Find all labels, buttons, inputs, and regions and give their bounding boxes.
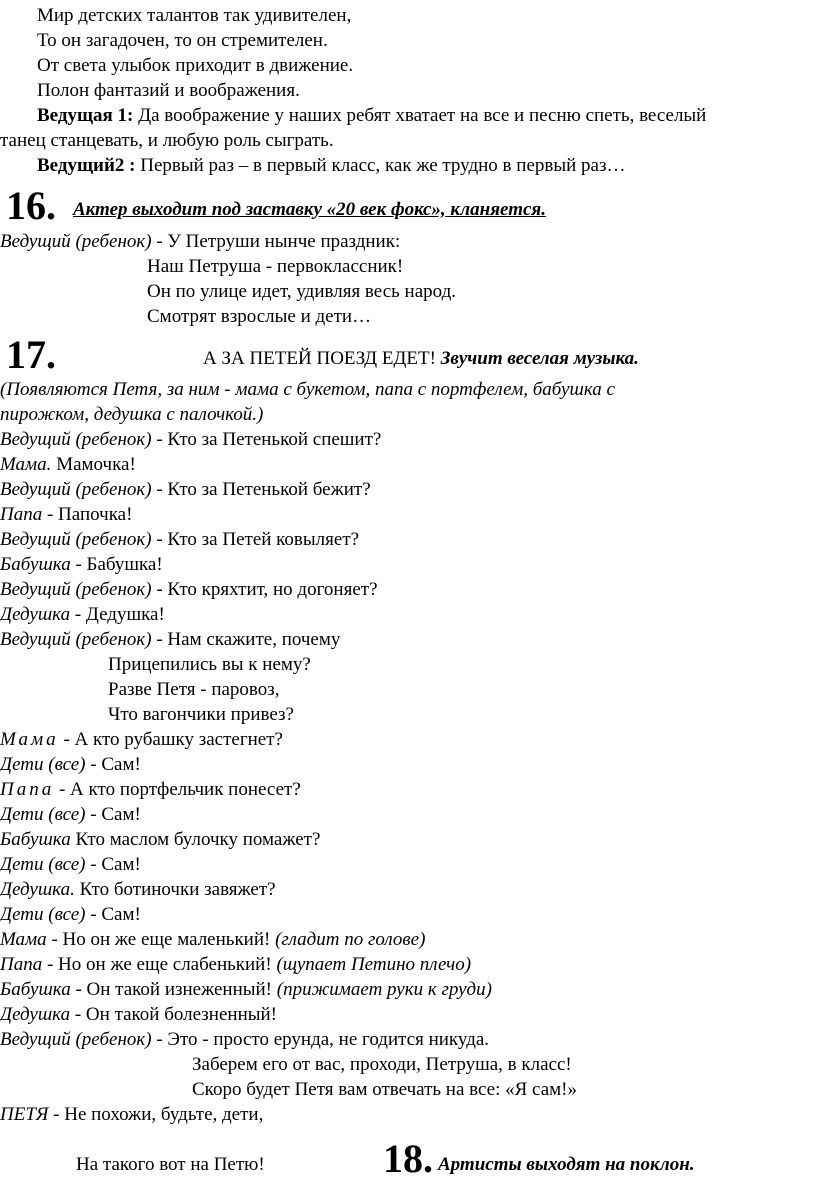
dialogue-line — [0, 828, 320, 852]
speaker: Бабушка — [0, 554, 71, 575]
dialogue-line — [0, 528, 359, 552]
dialogue-line — [0, 628, 340, 652]
dialogue-line — [0, 978, 492, 1002]
s16-speaker: Ведущий (ребенок) — [0, 231, 152, 252]
line-text: - Но он же еще слабенький! — [42, 954, 277, 975]
line-text: - Но он же еще маленький! — [46, 929, 276, 950]
host1-line — [37, 104, 706, 128]
speaker: ПЕТЯ — [0, 1104, 49, 1125]
speaker: Ведущий (ребенок) — [0, 579, 152, 600]
speaker: Дети (все) — [0, 904, 86, 925]
speaker: Дети (все) — [0, 854, 86, 875]
dialogue-line — [0, 503, 132, 527]
line-text: Кто ботиночки завяжет? — [74, 879, 276, 900]
poem-line: То он загадочен, то он стремителен. — [37, 30, 328, 51]
dialogue-line — [0, 553, 163, 577]
section-18-number: 18. — [383, 1136, 433, 1181]
speaker: Бабушка — [0, 979, 71, 1000]
line-text: - Сам! — [85, 904, 141, 925]
host1-text: Да воображение у наших ребят хватает на все и песню спеть, веселый — [138, 105, 707, 126]
stage-note: (прижимает руки к груди) — [276, 979, 492, 1000]
dialogue-line — [0, 428, 381, 452]
speaker: Папа — [0, 954, 43, 975]
dialogue-line — [0, 878, 276, 902]
section-18-direction: Артисты выходят на поклон. — [438, 1154, 695, 1175]
section-16-direction: Актер выходит под заставку «20 век фокс», кланяется. — [73, 199, 546, 220]
line-text: - Нам скажите, почему — [151, 629, 341, 650]
dialogue-line — [0, 578, 378, 602]
dialogue-line — [0, 603, 165, 627]
poem-line: От света улыбок приходит в движение. — [37, 55, 354, 76]
speaker: Бабушка — [0, 829, 71, 850]
speaker: Мама — [0, 929, 47, 950]
poem-line: Мир детских талантов так удивителен, — [37, 5, 352, 26]
speaker: Папа — [0, 504, 43, 525]
speaker: Ведущий (ребенок) — [0, 1029, 152, 1050]
line-text: Кто маслом булочку помажет? — [70, 829, 321, 850]
s16-text: - У Петруши нынче праздник: — [156, 231, 401, 252]
line-text: - Сам! — [85, 854, 141, 875]
line-text: - Сам! — [85, 754, 141, 775]
line-text: - Бабушка! — [70, 554, 163, 575]
line-text: - Кто за Петенькой бежит? — [151, 479, 371, 500]
dialogue-line — [0, 928, 425, 952]
line-text: - Папочка! — [42, 504, 133, 525]
s16-verse: Он по улице идет, удивляя весь народ. — [147, 281, 457, 302]
line-text: - Кто за Петенькой спешит? — [151, 429, 382, 450]
line-text: - Кто за Петей ковыляет? — [151, 529, 360, 550]
dialogue-line — [0, 803, 141, 827]
line-text: - А кто рубашку застегнет? — [58, 729, 283, 750]
section-17-heading — [203, 347, 639, 371]
speaker: Дедушка — [0, 1004, 71, 1025]
speaker: Дедушка. — [0, 879, 75, 900]
line-text: - Это - просто ерунда, не годится никуда. — [151, 1029, 490, 1050]
dialogue-line — [0, 953, 471, 977]
dialogue-line — [0, 753, 141, 777]
s16-verse: Наш Петруша - первоклассник! — [147, 256, 404, 277]
line-text: - Кто кряхтит, но догоняет? — [151, 579, 378, 600]
petya-line-cont: На такого вот на Петю! — [76, 1154, 265, 1175]
host2-text: Первый раз – в первый класс, как же трудно в первый раз… — [140, 155, 626, 176]
section-17-number: 17. — [6, 332, 56, 377]
s17-verse: Разве Петя - паровоз, — [108, 679, 280, 700]
dialogue-line — [0, 453, 136, 477]
speaker: Папа — [0, 779, 55, 800]
dialogue-line — [0, 903, 141, 927]
line-text: - Он такой изнеженный! — [70, 979, 277, 1000]
speaker: Ведущий (ребенок) — [0, 429, 152, 450]
s16-verse: Смотрят взрослые и дети… — [147, 306, 372, 327]
speaker: Ведущий (ребенок) — [0, 529, 152, 550]
s16-host-line — [0, 230, 400, 254]
line-text: - Не похожи, будьте, дети, — [48, 1104, 264, 1125]
dialogue-line — [0, 728, 283, 752]
s17-verse: Скоро будет Петя вам отвечать на все: «Я сам!» — [192, 1079, 578, 1100]
poem-line: Полон фантазий и воображения. — [37, 80, 300, 101]
dialogue-line — [0, 1028, 489, 1052]
speaker: Ведущий (ребенок) — [0, 479, 152, 500]
s17-verse: Что вагончики привез? — [108, 704, 294, 725]
speaker: Мама. — [0, 454, 52, 475]
line-text: - Сам! — [85, 804, 141, 825]
host1-speaker: Ведущая 1: — [37, 105, 134, 126]
section-16-number: 16. — [6, 183, 56, 228]
line-text: Мамочка! — [51, 454, 136, 475]
line-text: - А кто портфельчик понесет? — [54, 779, 301, 800]
stage-note: (гладит по голове) — [275, 929, 426, 950]
speaker: Мама — [0, 729, 59, 750]
stage-note: (щупает Петино плечо) — [276, 954, 472, 975]
speaker: Дети (все) — [0, 754, 86, 775]
section-17-title: А ЗА ПЕТЕЙ ПОЕЗД ЕДЕТ! — [203, 348, 436, 369]
dialogue-line — [0, 853, 141, 877]
host2-speaker: Ведущий2 : — [37, 155, 136, 176]
line-text: - Он такой болезненный! — [70, 1004, 277, 1025]
speaker: Дедушка — [0, 604, 71, 625]
s17-verse: Прицепились вы к нему? — [108, 654, 311, 675]
dialogue-line — [0, 1003, 277, 1027]
s17-stage-direction: пирожком, дедушка с палочкой.) — [0, 404, 264, 425]
host2-line — [37, 154, 625, 178]
host1-line-cont: танец станцевать, и любую роль сыграть. — [0, 130, 334, 151]
dialogue-line — [0, 478, 371, 502]
s17-verse: Заберем его от вас, проходи, Петруша, в класс! — [192, 1054, 572, 1075]
line-text: - Дедушка! — [70, 604, 165, 625]
dialogue-line — [0, 1103, 263, 1127]
speaker: Дети (все) — [0, 804, 86, 825]
dialogue-line — [0, 778, 301, 802]
speaker: Ведущий (ребенок) — [0, 629, 152, 650]
section-17-music: Звучит веселая музыка. — [440, 348, 639, 369]
s17-stage-direction: (Появляются Петя, за ним - мама с букетом, папа с портфелем, бабушка с — [0, 379, 615, 400]
